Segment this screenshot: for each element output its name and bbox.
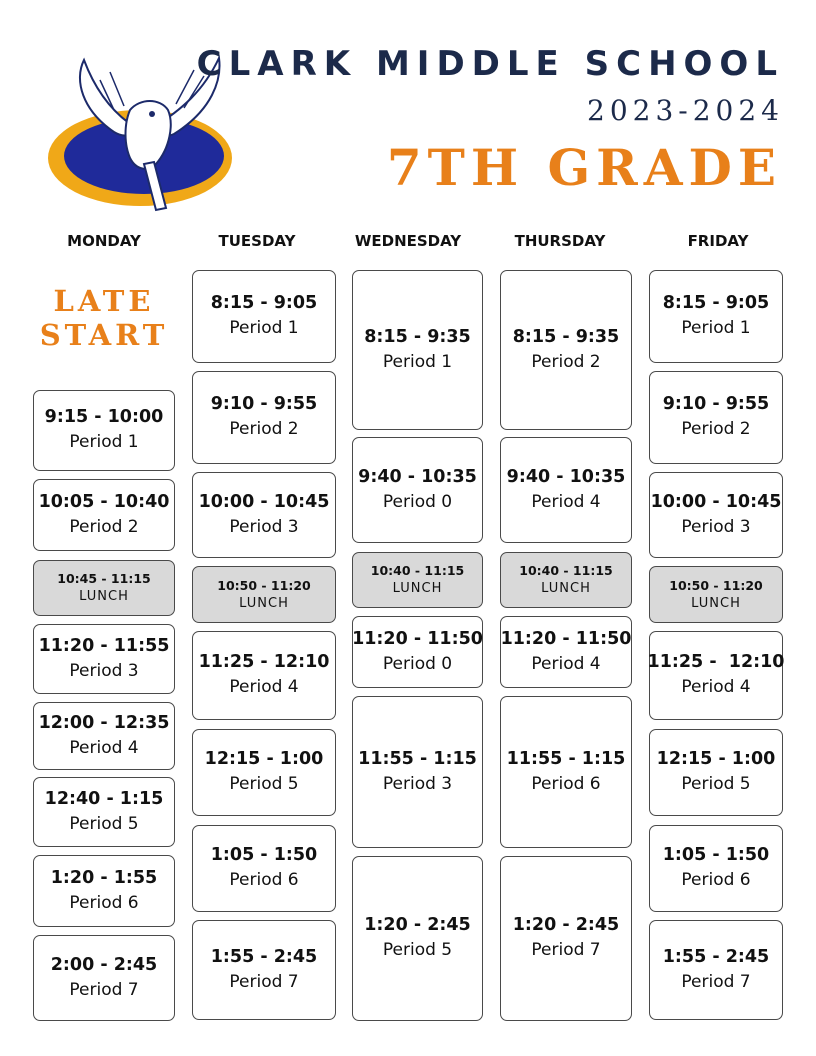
school-year: 2023-2024 xyxy=(587,94,784,127)
block-time: 9:40 - 10:35 xyxy=(506,466,626,487)
block-time: 10:40 - 11:15 xyxy=(519,563,613,578)
schedule-block xyxy=(33,702,175,770)
block-label: LUNCH xyxy=(691,595,741,611)
schedule-block xyxy=(33,390,175,471)
block-label: Period 2 xyxy=(69,516,139,537)
lunch-block xyxy=(192,566,336,623)
block-time: 8:15 - 9:05 xyxy=(662,293,770,313)
schedule-block xyxy=(192,920,336,1020)
block-time: 10:00 - 10:45 xyxy=(650,491,782,512)
lunch-block xyxy=(500,552,632,608)
schedule-block xyxy=(192,472,336,558)
block-label: Period 7 xyxy=(229,971,299,992)
block-label: LUNCH xyxy=(79,589,129,604)
schedule-block xyxy=(500,856,632,1021)
block-time: 9:10 - 9:55 xyxy=(210,394,318,414)
schedule-block xyxy=(192,270,336,363)
block-label: Period 6 xyxy=(681,870,751,890)
schedule-block xyxy=(500,437,632,543)
block-time: 8:15 - 9:35 xyxy=(364,326,471,347)
block-label: Period 4 xyxy=(531,491,601,512)
schedule-block xyxy=(352,270,483,430)
schedule-block xyxy=(33,624,175,694)
schedule-block xyxy=(649,631,783,720)
block-label: Period 0 xyxy=(382,653,453,674)
block-label: LUNCH xyxy=(392,581,443,596)
block-label: Period 4 xyxy=(229,677,299,697)
block-label: Period 4 xyxy=(681,677,751,697)
block-time: 1:55 - 2:45 xyxy=(662,946,770,967)
school-name: CLARK MIDDLE SCHOOL xyxy=(196,44,784,84)
schedule-block xyxy=(352,616,483,688)
schedule-block xyxy=(352,696,483,848)
late-start-label xyxy=(32,284,176,352)
block-label: Period 1 xyxy=(382,351,453,372)
day-header-friday: FRIDAY xyxy=(687,232,749,250)
block-label: Period 7 xyxy=(69,979,139,1000)
block-label: Period 3 xyxy=(69,660,139,681)
schedule-block xyxy=(192,825,336,912)
schedule-block xyxy=(500,616,632,688)
block-time: 2:00 - 2:45 xyxy=(50,954,158,975)
schedule-block xyxy=(352,437,483,543)
schedule-block xyxy=(192,729,336,816)
day-header-thursday: THURSDAY xyxy=(514,232,606,250)
schedule-block xyxy=(649,729,783,816)
block-label: Period 5 xyxy=(229,774,299,794)
late-start-line2: START xyxy=(39,318,169,352)
block-time: 9:15 - 10:00 xyxy=(44,407,164,427)
block-label: Period 2 xyxy=(229,419,299,439)
block-time: 9:10 - 9:55 xyxy=(662,394,770,414)
block-time: 11:25 - 12:10 xyxy=(647,652,785,672)
block-time: 10:50 - 11:20 xyxy=(669,577,763,593)
block-label: LUNCH xyxy=(239,595,289,611)
block-time: 12:00 - 12:35 xyxy=(38,712,170,733)
block-label: Period 2 xyxy=(681,419,751,439)
schedule-block xyxy=(33,777,175,847)
block-time: 1:55 - 2:45 xyxy=(210,946,318,967)
schedule-block xyxy=(649,825,783,912)
schedule-block xyxy=(192,371,336,464)
block-time: 12:15 - 1:00 xyxy=(656,749,776,769)
schedule-block xyxy=(649,371,783,464)
schedule-block xyxy=(33,479,175,551)
schedule-block xyxy=(500,270,632,430)
block-label: Period 7 xyxy=(681,971,751,992)
block-time: 10:50 - 11:20 xyxy=(217,577,311,593)
block-time: 11:55 - 1:15 xyxy=(358,748,477,769)
block-time: 8:15 - 9:05 xyxy=(210,293,318,313)
block-label: Period 0 xyxy=(382,491,453,512)
block-label: Period 5 xyxy=(681,774,751,794)
block-time: 12:40 - 1:15 xyxy=(44,788,164,809)
block-time: 1:20 - 1:55 xyxy=(50,867,158,888)
block-time: 10:00 - 10:45 xyxy=(198,491,330,512)
lunch-block xyxy=(649,566,783,623)
block-label: Period 1 xyxy=(69,432,139,452)
block-label: Period 2 xyxy=(531,351,601,372)
block-label: Period 1 xyxy=(229,318,299,338)
schedule-block xyxy=(33,855,175,927)
block-time: 10:05 - 10:40 xyxy=(38,491,170,512)
block-label: Period 6 xyxy=(69,892,139,913)
block-label: Period 6 xyxy=(531,773,601,794)
block-time: 10:45 - 11:15 xyxy=(57,571,151,586)
schedule-block xyxy=(352,856,483,1021)
block-label: Period 3 xyxy=(229,516,299,537)
block-time: 8:15 - 9:35 xyxy=(512,326,620,347)
block-time: 11:20 - 11:50 xyxy=(500,628,632,649)
block-time: 9:40 - 10:35 xyxy=(358,466,477,487)
block-time: 11:55 - 1:15 xyxy=(506,748,626,769)
schedule-block xyxy=(649,472,783,558)
lunch-block xyxy=(352,552,483,608)
grade-title: 7TH GRADE xyxy=(386,138,782,197)
schedule-block xyxy=(33,935,175,1021)
day-header-wednesday: WEDNESDAY xyxy=(354,232,462,250)
block-label: Period 4 xyxy=(531,653,601,674)
schedule-block xyxy=(192,631,336,720)
block-label: LUNCH xyxy=(541,581,591,596)
block-time: 11:20 - 11:55 xyxy=(38,635,170,656)
schedule-block xyxy=(649,920,783,1020)
block-time: 12:15 - 1:00 xyxy=(204,749,324,769)
schedule-block xyxy=(649,270,783,363)
block-label: Period 5 xyxy=(69,813,139,834)
block-label: Period 5 xyxy=(382,940,453,960)
block-time: 11:20 - 11:50 xyxy=(352,628,483,649)
block-label: Period 3 xyxy=(681,516,751,537)
schedule-block xyxy=(500,696,632,848)
block-time: 11:25 - 12:10 xyxy=(198,652,330,672)
block-time: 1:20 - 2:45 xyxy=(364,915,471,935)
block-label: Period 3 xyxy=(382,773,453,794)
block-label: Period 7 xyxy=(531,940,601,960)
block-time: 1:20 - 2:45 xyxy=(512,915,620,935)
block-label: Period 1 xyxy=(681,318,751,338)
late-start-line1: LATE xyxy=(53,284,155,318)
block-time: 1:05 - 1:50 xyxy=(662,845,770,865)
day-header-tuesday: TUESDAY xyxy=(218,232,296,250)
block-label: Period 4 xyxy=(69,737,139,758)
block-label: Period 6 xyxy=(229,870,299,890)
block-time: 10:40 - 11:15 xyxy=(370,563,465,578)
lunch-block xyxy=(33,560,175,616)
day-header-monday: MONDAY xyxy=(67,232,141,250)
block-time: 1:05 - 1:50 xyxy=(210,845,318,865)
